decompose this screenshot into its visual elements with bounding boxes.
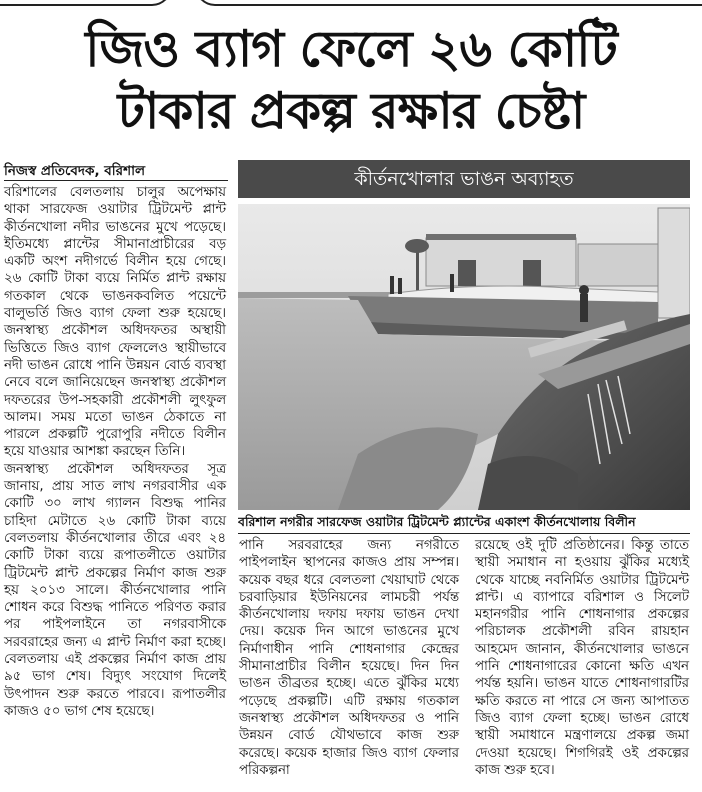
article-paragraph: জনস্বাস্থ্য প্রকৌশল অধিদফতর সূত্র জানায়, প্রায় সাত লাখ নগরবাসীর এক কোটি ৩০ লাখ গ্যালন বিশুদ্ধ পানির চাহিদা মেটাতে ২৬ কোটি টাকা ব্যয়ে বেলতলায় কীর্তনখোলার তীরে এবং ২৪ কোটি টাকা ব্যয়ে রূপাতলীতে ওয়াটার ট্রিটমেন্ট প্লান্ট প্রকল্পের নির্মাণ কাজ শুরু হয় ২০১৩ সালে। কীর্তনখোলার পানি শোধন করে বিশুদ্ধ পানিতে পরিণত করার পর পাইপলাইনে তা নগরবাসীকে সরবরাহের জন্য এ প্লান্ট নির্মাণ করা হচ্ছে। বেলতলায় এই প্রকল্পের নির্মাণ কাজ প্রায় ৯৫ ভাগ শেষ। বিদ্যুৎ সংযোগ দিলেই উৎপাদন শুরু করতে পারবে। রূপাতলীর কাজও ৫০ ভাগ শেষ হয়েছে। [4,461,226,719]
byline-divider [4,180,228,181]
erosion-photo [238,204,690,510]
article-column-2 [239,537,459,779]
top-border-ornament [0,0,702,8]
photo-banner: কীর্তনখোলার ভাঙন অব্যাহত [238,160,690,198]
article-paragraph: পানি সরবরাহের জন্য নগরীতে পাইপলাইন স্থাপনের কাজও প্রায় সম্পন্ন। কয়েক বছর ধরে বেলতলা খেয়াঘাট থেকে চরবাড়িয়ার ইউনিয়নের লামচরী পর্যন্ত কীর্তনখোলায় দফায় দফায় ভাঙন দেখা দেয়। কয়েক দিন আগে ভাঙনের মুখে নির্মাণাধীন পানি শোধনাগার কেন্দ্রের সীমানাপ্রাচীর বিলীন হয়েছে। দিন দিন ভাঙন তীব্রতর হচ্ছে। এতে ঝুঁকির মধ্যে পড়েছে প্রকল্পটি। এটি রক্ষায় গতকাল জনস্বাস্থ্য প্রকৌশল অধিদফতর ও পানি উন্নয়ন বোর্ড যৌথভাবে কাজ শুরু করেছে। কয়েক হাজার জিও ব্যাগ ফেলার পরিকল্পনা [239,538,459,778]
headline-line-2: টাকার প্রকল্প রক্ষার চেষ্টা [117,82,585,140]
article-column-3 [475,537,689,779]
article-paragraph: রয়েছে ওই দুটি প্রতিষ্ঠানের। কিন্তু তাতে স্থায়ী সমাধান না হওয়ায় ঝুঁকির মধ্যেই থেকে যাচ্ছে নবনির্মিত ওয়াটার ট্রিটমেন্ট প্লান্ট। এ ব্যাপারে বরিশাল ও সিলেট মহানগরীর পানি শোধনাগার প্রকল্পের পরিচালক প্রকৌশলী রবিন রায়হান আহমেদ জানান, কীর্তনখোলার ভাঙনে পানি শোধনাগারের কোনো ক্ষতি এখন পর্যন্ত হয়নি। ভাঙন যাতে শোধনাগারটির ক্ষতি করতে না পারে সে জন্য আপাতত জিও ব্যাগ ফেলা হচ্ছে। ভাঙন রোধে স্থায়ী সমাধানে মন্ত্রণালয়ে প্রকল্প জমা দেওয়া হয়েছে। শিগগিরই ওই প্রকল্পের কাজ শুরু হবে। [475,538,689,778]
caption-divider [238,533,690,534]
byline: নিজস্ব প্রতিবেদক, বরিশাল [4,163,146,179]
photo-caption: বরিশাল নগরীর সারফেজ ওয়াটার ট্রিটমেন্ট প্ল্যান্টের একাংশ কীর্তনখোলায় বিলীন [238,514,636,529]
article-column-1 [4,184,226,720]
article-paragraph: বরিশালের বেলতলায় চালুর অপেক্ষায় থাকা সারফেজ ওয়াটার ট্রিটমেন্ট প্লান্ট কীর্তনখোলা নদীর ভাঙনের মুখে পড়েছে। ইতিমধ্যে প্লান্টের সীমানাপ্রাচীরের বড় একটি অংশ নদীগর্ভে বিলীন হয়ে গেছে। ২৬ কোটি টাকা ব্যয়ে নির্মিত প্লান্ট রক্ষায় গতকাল থেকে ভাঙনকবলিত পয়েন্টে বালুভর্তি জিও ব্যাগ ফেলা শুরু হয়েছে। জনস্বাস্থ্য প্রকৌশল অধিদফতর অস্থায়ী ভিত্তিতে জিও ব্যাগ ফেললেও স্থায়ীভাবে নদী ভাঙন রোধে পানি উন্নয়ন বোর্ড ব্যবস্থা নেবে বলে জানিয়েছেন জনস্বাস্থ্য প্রকৌশল দফতরের উপ-সহকারী প্রকৌশলী লুৎফুল আলম। সময় মতো ভাঙন ঠেকাতে না পারলে প্রকল্পটি পুরোপুরি নদীতে বিলীন হয়ে যাওয়ার আশঙ্কা করছেন তিনি। [4,185,226,460]
headline [0,18,702,142]
headline-line-1: জিও ব্যাগ ফেলে ২৬ কোটি [85,20,617,78]
